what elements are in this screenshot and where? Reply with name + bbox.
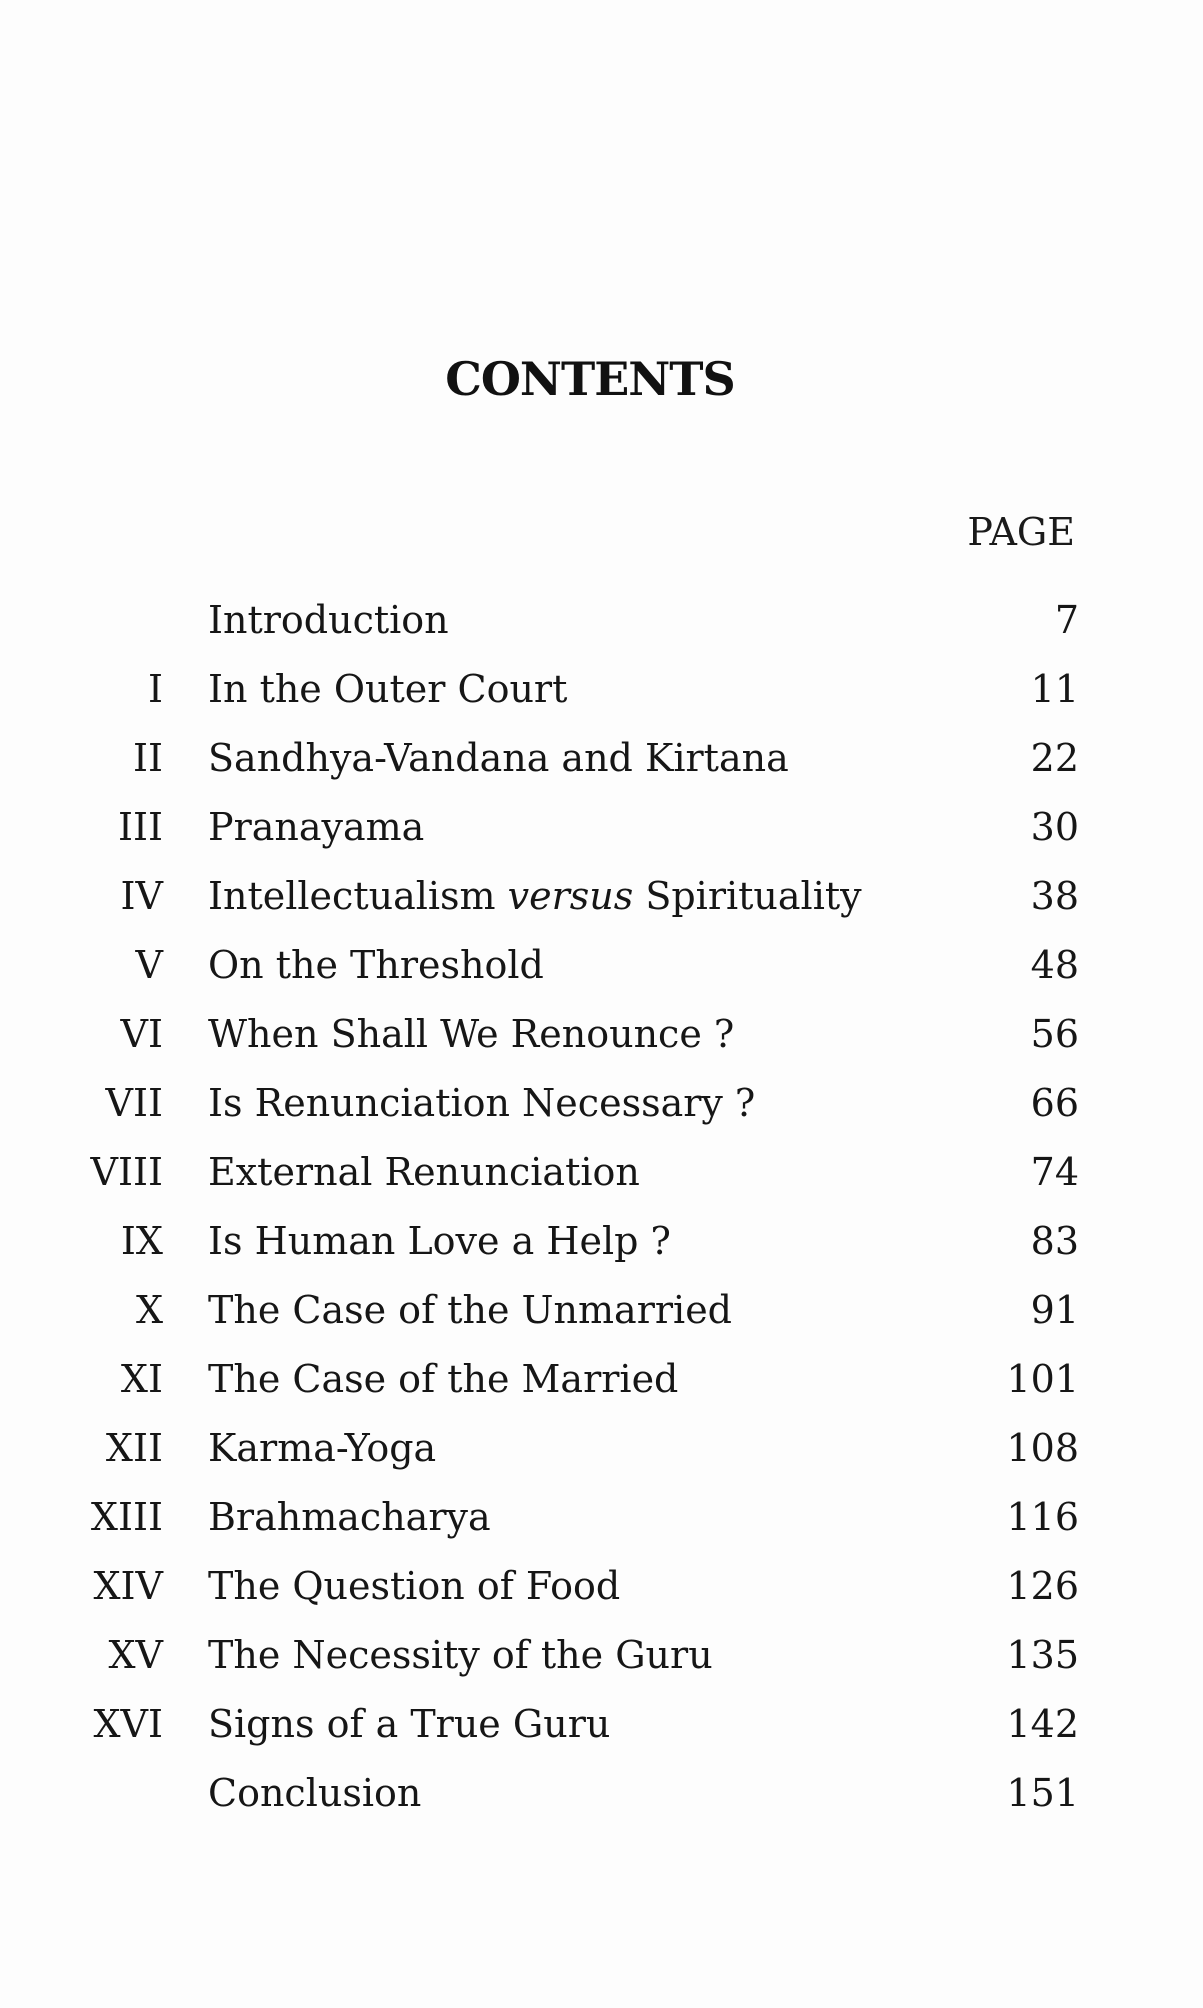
page-number: 101 (1006, 1357, 1079, 1401)
page-number: 151 (1006, 1771, 1079, 1815)
toc-entry (0, 590, 1203, 650)
chapter-number: IX (120, 1219, 163, 1263)
toc-entry (0, 1625, 1203, 1685)
chapter-title: Is Human Love a Help ? (208, 1219, 671, 1263)
page-number: 142 (1006, 1702, 1079, 1746)
page-number: 116 (1006, 1495, 1079, 1539)
page-number: 48 (1030, 943, 1079, 987)
toc-entry (0, 1418, 1203, 1478)
chapter-number: XI (120, 1357, 163, 1401)
chapter-title: The Necessity of the Guru (208, 1633, 713, 1677)
page-number: 66 (1030, 1081, 1079, 1125)
page-number: 108 (1006, 1426, 1079, 1470)
toc-entry (0, 1211, 1203, 1271)
toc-entry (0, 1763, 1203, 1823)
toc-entry (0, 1556, 1203, 1616)
chapter-title: Signs of a True Guru (208, 1702, 611, 1746)
chapter-number: XIV (93, 1564, 163, 1608)
chapter-number: VII (105, 1081, 163, 1125)
chapter-title: When Shall We Renounce ? (208, 1012, 735, 1056)
chapter-number: III (117, 805, 163, 849)
chapter-title: Is Renunciation Necessary ? (208, 1081, 756, 1125)
chapter-number: VIII (90, 1150, 163, 1194)
chapter-number: II (132, 736, 163, 780)
toc-entry (0, 1349, 1203, 1409)
chapter-title-part: Intellectualism (208, 874, 508, 918)
toc-entry (0, 1280, 1203, 1340)
page-number: 135 (1006, 1633, 1079, 1677)
chapter-number: XIII (90, 1495, 163, 1539)
page-column-header: PAGE (967, 510, 1075, 554)
chapter-title: Introduction (208, 598, 449, 642)
chapter-number: IV (120, 874, 163, 918)
toc-entry (0, 728, 1203, 788)
chapter-title: Pranayama (208, 805, 425, 849)
chapter-title: External Renunciation (208, 1150, 640, 1194)
toc-entry (0, 866, 1203, 926)
chapter-number: XII (105, 1426, 163, 1470)
chapter-number: XVI (93, 1702, 163, 1746)
page-number: 91 (1030, 1288, 1079, 1332)
page-title: CONTENTS (445, 352, 735, 406)
chapter-title: Conclusion (208, 1771, 422, 1815)
chapter-number: X (135, 1288, 163, 1332)
page-number: 56 (1030, 1012, 1079, 1056)
page-number: 30 (1030, 805, 1079, 849)
chapter-number: XV (108, 1633, 163, 1677)
toc-entry (0, 659, 1203, 719)
toc-entry (0, 1694, 1203, 1754)
chapter-title (208, 866, 862, 926)
toc-entry (0, 935, 1203, 995)
chapter-title: Brahmacharya (208, 1495, 491, 1539)
toc-entry (0, 1004, 1203, 1064)
chapter-title: In the Outer Court (208, 667, 568, 711)
chapter-title: The Case of the Married (208, 1357, 679, 1401)
chapter-title: On the Threshold (208, 943, 544, 987)
chapter-title: The Case of the Unmarried (208, 1288, 733, 1332)
page-number: 38 (1030, 874, 1079, 918)
chapter-number: I (147, 667, 163, 711)
page-number: 7 (1054, 598, 1079, 642)
chapter-number: V (135, 943, 163, 987)
toc-entry (0, 1142, 1203, 1202)
page-number: 74 (1030, 1150, 1079, 1194)
toc-entry (0, 1487, 1203, 1547)
chapter-title: Karma-Yoga (208, 1426, 437, 1470)
chapter-title-italic: versus (507, 874, 634, 918)
chapter-title: The Question of Food (208, 1564, 621, 1608)
toc-entry (0, 1073, 1203, 1133)
page-number: 22 (1030, 736, 1079, 780)
page-number: 83 (1030, 1219, 1079, 1263)
chapter-number: VI (120, 1012, 163, 1056)
page-number: 11 (1030, 667, 1079, 711)
chapter-title: Sandhya-Vandana and Kirtana (208, 736, 789, 780)
page-number: 126 (1006, 1564, 1079, 1608)
chapter-title-part: Spirituality (633, 874, 862, 918)
toc-entry (0, 797, 1203, 857)
